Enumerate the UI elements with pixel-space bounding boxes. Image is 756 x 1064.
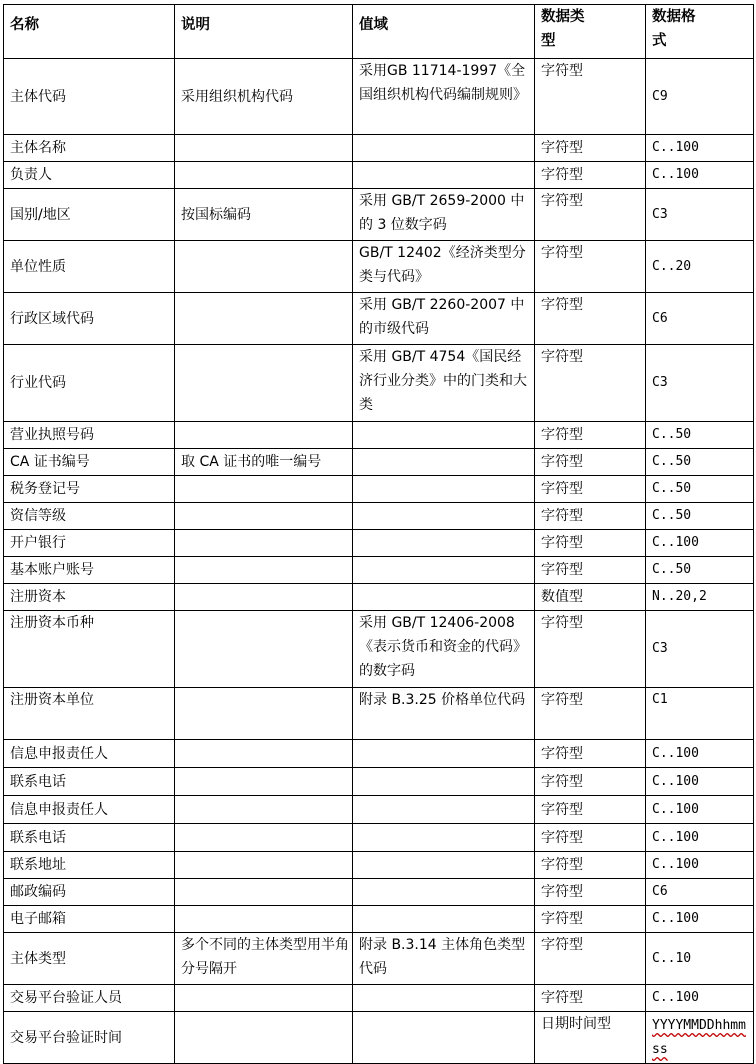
table-row — [4, 241, 754, 293]
header-format: 数据格式 — [646, 5, 754, 59]
cell-range — [353, 476, 535, 503]
cell-desc — [175, 293, 353, 345]
cell-format: C..20 — [646, 241, 754, 293]
cell-name: 国别/地区 — [4, 189, 175, 241]
cell-name: 营业执照号码 — [4, 422, 175, 449]
cell-range — [353, 503, 535, 530]
cell-desc — [175, 557, 353, 584]
cell-format: C..100 — [646, 796, 754, 824]
cell-name: 单位性质 — [4, 241, 175, 293]
cell-range — [353, 824, 535, 852]
header-desc: 说明 — [175, 5, 353, 59]
cell-desc — [175, 241, 353, 293]
cell-range — [353, 740, 535, 768]
cell-name: 行政区域代码 — [4, 293, 175, 345]
cell-type: 字符型 — [535, 933, 646, 985]
cell-range — [353, 557, 535, 584]
cell-type: 字符型 — [535, 688, 646, 740]
cell-name: CA 证书编号 — [4, 449, 175, 476]
cell-type: 日期时间型 — [535, 1012, 646, 1064]
cell-format: C..100 — [646, 985, 754, 1012]
table-row — [4, 688, 754, 740]
table-row — [4, 852, 754, 879]
table-row — [4, 824, 754, 852]
table-row — [4, 59, 754, 135]
cell-name: 资信等级 — [4, 503, 175, 530]
cell-desc: 取 CA 证书的唯一编号 — [175, 449, 353, 476]
cell-desc — [175, 985, 353, 1012]
cell-format: C..10 — [646, 933, 754, 985]
cell-type: 字符型 — [535, 135, 646, 162]
table-row — [4, 906, 754, 933]
cell-range — [353, 796, 535, 824]
table-row — [4, 189, 754, 241]
cell-format: N..20,2 — [646, 584, 754, 611]
cell-type: 字符型 — [535, 189, 646, 241]
table-row — [4, 768, 754, 796]
cell-name: 联系地址 — [4, 852, 175, 879]
cell-type: 字符型 — [535, 611, 646, 688]
header-name: 名称 — [4, 5, 175, 59]
cell-name: 主体代码 — [4, 59, 175, 135]
table-row — [4, 449, 754, 476]
table-row — [4, 611, 754, 688]
header-range: 值域 — [353, 5, 535, 59]
cell-type: 字符型 — [535, 768, 646, 796]
cell-desc: 多个不同的主体类型用半角分号隔开 — [175, 933, 353, 985]
cell-format: C..100 — [646, 824, 754, 852]
cell-format: C..50 — [646, 503, 754, 530]
cell-range: 采用GB 11714-1997《全国组织机构代码编制规则》 — [353, 59, 535, 135]
cell-desc — [175, 530, 353, 557]
table-row — [4, 1012, 754, 1064]
cell-type: 字符型 — [535, 906, 646, 933]
cell-desc: 按国标编码 — [175, 189, 353, 241]
cell-desc — [175, 796, 353, 824]
cell-format: C..100 — [646, 768, 754, 796]
cell-type: 字符型 — [535, 449, 646, 476]
cell-range — [353, 985, 535, 1012]
header-type: 数据类型 — [535, 5, 646, 59]
cell-type: 字符型 — [535, 345, 646, 422]
cell-desc — [175, 162, 353, 189]
cell-range — [353, 449, 535, 476]
table-row — [4, 503, 754, 530]
cell-range — [353, 162, 535, 189]
datetime-format-text: YYYYMMDDhhmmss — [652, 1018, 746, 1057]
cell-desc — [175, 740, 353, 768]
cell-format: C3 — [646, 345, 754, 422]
table-row — [4, 933, 754, 985]
cell-format: C3 — [646, 611, 754, 688]
cell-type: 字符型 — [535, 852, 646, 879]
cell-name: 交易平台验证人员 — [4, 985, 175, 1012]
cell-desc — [175, 422, 353, 449]
cell-range — [353, 906, 535, 933]
cell-type: 字符型 — [535, 796, 646, 824]
table-row — [4, 985, 754, 1012]
cell-desc — [175, 879, 353, 906]
cell-desc — [175, 611, 353, 688]
cell-desc — [175, 906, 353, 933]
cell-desc — [175, 345, 353, 422]
table-row — [4, 557, 754, 584]
table-row — [4, 293, 754, 345]
cell-range — [353, 422, 535, 449]
cell-range: 采用 GB/T 12406-2008《表示货币和资金的代码》的数字码 — [353, 611, 535, 688]
cell-range — [353, 530, 535, 557]
cell-name: 联系电话 — [4, 824, 175, 852]
cell-format: C1 — [646, 688, 754, 740]
cell-type: 字符型 — [535, 241, 646, 293]
cell-format: C..50 — [646, 557, 754, 584]
cell-type: 字符型 — [535, 824, 646, 852]
cell-desc — [175, 503, 353, 530]
cell-name: 邮政编码 — [4, 879, 175, 906]
cell-type: 数值型 — [535, 584, 646, 611]
cell-range: 附录 B.3.14 主体角色类型代码 — [353, 933, 535, 985]
cell-format: C..50 — [646, 476, 754, 503]
cell-range — [353, 852, 535, 879]
cell-range — [353, 879, 535, 906]
cell-format: C..50 — [646, 422, 754, 449]
cell-type: 字符型 — [535, 879, 646, 906]
table-row — [4, 345, 754, 422]
cell-name: 行业代码 — [4, 345, 175, 422]
cell-format: C..100 — [646, 852, 754, 879]
cell-name: 主体名称 — [4, 135, 175, 162]
cell-name: 联系电话 — [4, 768, 175, 796]
cell-desc — [175, 476, 353, 503]
cell-type: 字符型 — [535, 740, 646, 768]
cell-name: 注册资本币种 — [4, 611, 175, 688]
cell-desc — [175, 135, 353, 162]
cell-name: 负责人 — [4, 162, 175, 189]
table-row — [4, 162, 754, 189]
cell-desc — [175, 768, 353, 796]
cell-type: 字符型 — [535, 557, 646, 584]
table-row — [4, 879, 754, 906]
cell-format: C..100 — [646, 740, 754, 768]
header-row — [4, 5, 754, 59]
table-row — [4, 476, 754, 503]
cell-range: 采用 GB/T 2659-2000 中的 3 位数字码 — [353, 189, 535, 241]
cell-format: C..100 — [646, 530, 754, 557]
cell-range — [353, 1012, 535, 1064]
cell-name: 电子邮箱 — [4, 906, 175, 933]
cell-type: 字符型 — [535, 985, 646, 1012]
cell-format: C6 — [646, 293, 754, 345]
cell-format — [646, 1012, 754, 1064]
cell-range — [353, 135, 535, 162]
cell-range — [353, 768, 535, 796]
table-row — [4, 740, 754, 768]
table-row — [4, 530, 754, 557]
cell-name: 主体类型 — [4, 933, 175, 985]
cell-format: C..100 — [646, 135, 754, 162]
cell-type: 字符型 — [535, 530, 646, 557]
table-row — [4, 422, 754, 449]
cell-desc: 采用组织机构代码 — [175, 59, 353, 135]
cell-format: C..50 — [646, 449, 754, 476]
table-row — [4, 796, 754, 824]
cell-name: 注册资本单位 — [4, 688, 175, 740]
cell-name: 信息申报责任人 — [4, 740, 175, 768]
cell-type: 字符型 — [535, 476, 646, 503]
field-spec-table — [3, 4, 754, 1064]
cell-desc — [175, 824, 353, 852]
cell-type: 字符型 — [535, 162, 646, 189]
cell-format: C3 — [646, 189, 754, 241]
cell-range: 采用 GB/T 4754《国民经济行业分类》中的门类和大类 — [353, 345, 535, 422]
cell-range: 采用 GB/T 2260-2007 中的市级代码 — [353, 293, 535, 345]
cell-type: 字符型 — [535, 422, 646, 449]
cell-name: 信息申报责任人 — [4, 796, 175, 824]
cell-range: 附录 B.3.25 价格单位代码 — [353, 688, 535, 740]
cell-name: 交易平台验证时间 — [4, 1012, 175, 1064]
table-row — [4, 584, 754, 611]
cell-format: C..100 — [646, 162, 754, 189]
table-row — [4, 135, 754, 162]
cell-desc — [175, 852, 353, 879]
cell-format: C9 — [646, 59, 754, 135]
cell-name: 开户银行 — [4, 530, 175, 557]
cell-desc — [175, 1012, 353, 1064]
cell-desc — [175, 584, 353, 611]
cell-range — [353, 584, 535, 611]
cell-name: 注册资本 — [4, 584, 175, 611]
cell-type: 字符型 — [535, 503, 646, 530]
cell-format: C..100 — [646, 906, 754, 933]
cell-type: 字符型 — [535, 59, 646, 135]
cell-range: GB/T 12402《经济类型分类与代码》 — [353, 241, 535, 293]
cell-name: 基本账户账号 — [4, 557, 175, 584]
cell-type: 字符型 — [535, 293, 646, 345]
cell-desc — [175, 688, 353, 740]
cell-name: 税务登记号 — [4, 476, 175, 503]
cell-format: C6 — [646, 879, 754, 906]
